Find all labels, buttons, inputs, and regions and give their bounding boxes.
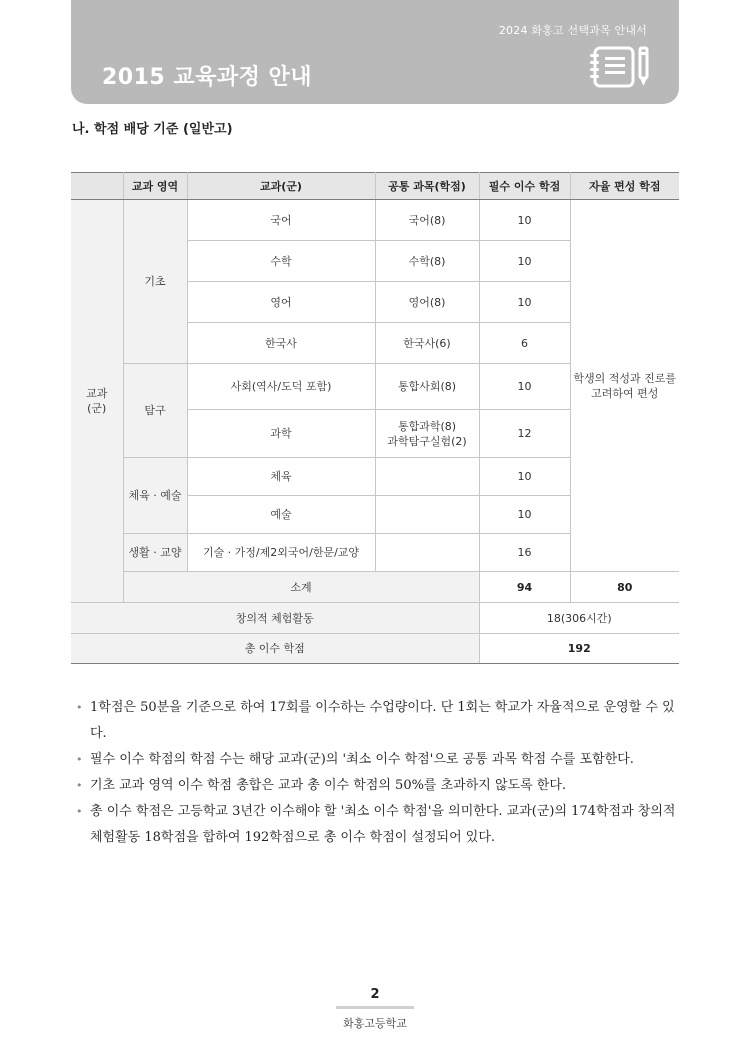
subtotal-required: 94 bbox=[479, 572, 570, 603]
header-blank bbox=[71, 173, 123, 200]
subtotal-row bbox=[71, 572, 679, 603]
bullet-icon: • bbox=[76, 753, 83, 766]
subject-cell: 예술 bbox=[187, 496, 375, 534]
note-item: • 총 이수 학점은 고등학교 3년간 이수해야 할 '최소 이수 학점'을 의미한다. 교과(군)의 174학점과 창의적 체험활동 18학점을 합하여 192학점으로 총 이수 학점이 설정되어 있다. bbox=[76, 799, 682, 851]
area-inquiry: 탐구 bbox=[123, 364, 187, 458]
header-subject-group: 교과(군) bbox=[187, 173, 375, 200]
subject-cell: 기술 · 가정/제2외국어/한문/교양 bbox=[187, 534, 375, 572]
header-area: 교과 영역 bbox=[123, 173, 187, 200]
subject-cell: 과학 bbox=[187, 410, 375, 458]
document-label: 2024 화홍고 선택과목 안내서 bbox=[498, 24, 647, 37]
subtotal-autonomous: 80 bbox=[570, 572, 679, 603]
subject-cell: 체육 bbox=[187, 458, 375, 496]
area-life: 생활 · 교양 bbox=[123, 534, 187, 572]
common-course-cell bbox=[375, 496, 479, 534]
total-credits-label: 총 이수 학점 bbox=[71, 634, 479, 664]
header-required-credits: 필수 이수 학점 bbox=[479, 173, 570, 200]
common-course-cell: 국어(8) bbox=[375, 200, 479, 241]
subject-cell: 수학 bbox=[187, 241, 375, 282]
required-credits-cell: 6 bbox=[479, 323, 570, 364]
header-common-course: 공통 과목(학점) bbox=[375, 173, 479, 200]
required-credits-cell: 12 bbox=[479, 410, 570, 458]
note-item: • 필수 이수 학점의 학점 수는 해당 교과(군)의 '최소 이수 학점'으로 공통 과목 학점 수를 포함한다. bbox=[76, 747, 682, 773]
creative-activity-row bbox=[71, 603, 679, 634]
common-course-cell: 영어(8) bbox=[375, 282, 479, 323]
bullet-icon: • bbox=[76, 805, 83, 818]
required-credits-cell: 10 bbox=[479, 458, 570, 496]
required-credits-cell: 10 bbox=[479, 282, 570, 323]
note-item: • 1학점은 50분을 기준으로 하여 17회를 이수하는 수업량이다. 단 1회는 학교가 자율적으로 운영할 수 있다. bbox=[76, 695, 682, 747]
footer-divider bbox=[336, 1006, 414, 1009]
common-course-cell bbox=[375, 534, 479, 572]
required-credits-cell: 10 bbox=[479, 496, 570, 534]
common-course-cell: 통합과학(8) 과학탐구실험(2) bbox=[375, 410, 479, 458]
autonomous-note-cell: 학생의 적성과 진로를 고려하여 편성 bbox=[570, 200, 679, 572]
table-header-row bbox=[71, 173, 679, 200]
common-course-cell: 수학(8) bbox=[375, 241, 479, 282]
section-title: 나. 학점 배당 기준 (일반고) bbox=[72, 122, 233, 137]
common-course-cell bbox=[375, 458, 479, 496]
group-label-cell: 교과 (군) bbox=[71, 200, 123, 603]
creative-activity-value: 18(306시간) bbox=[479, 603, 679, 634]
subject-cell: 영어 bbox=[187, 282, 375, 323]
page-header bbox=[71, 0, 679, 104]
total-credits-value: 192 bbox=[479, 634, 679, 664]
subject-cell: 한국사 bbox=[187, 323, 375, 364]
notebook-pen-icon bbox=[587, 44, 651, 88]
bullet-icon: • bbox=[76, 701, 83, 714]
area-basic: 기초 bbox=[123, 200, 187, 364]
note-item: • 기초 교과 영역 이수 학점 총합은 교과 총 이수 학점의 50%를 초과하지 않도록 한다. bbox=[76, 773, 682, 799]
subject-cell: 국어 bbox=[187, 200, 375, 241]
bullet-icon: • bbox=[76, 779, 83, 792]
total-credits-row bbox=[71, 634, 679, 664]
common-course-cell: 한국사(6) bbox=[375, 323, 479, 364]
required-credits-cell: 10 bbox=[479, 364, 570, 410]
header-autonomous-credits: 자율 편성 학점 bbox=[570, 173, 679, 200]
school-name: 화홍고등학교 bbox=[343, 1017, 407, 1030]
area-pe-arts: 체육 · 예술 bbox=[123, 458, 187, 534]
subtotal-label: 소계 bbox=[123, 572, 479, 603]
page-title: 2015 교육과정 안내 bbox=[102, 65, 313, 90]
table-row bbox=[71, 200, 679, 241]
page-number: 2 bbox=[370, 987, 380, 1002]
creative-activity-label: 창의적 체험활동 bbox=[71, 603, 479, 634]
required-credits-cell: 10 bbox=[479, 241, 570, 282]
required-credits-cell: 16 bbox=[479, 534, 570, 572]
required-credits-cell: 10 bbox=[479, 200, 570, 241]
notes-list bbox=[76, 695, 682, 851]
subject-cell: 사회(역사/도덕 포함) bbox=[187, 364, 375, 410]
credit-allocation-table bbox=[71, 172, 679, 664]
common-course-cell: 통합사회(8) bbox=[375, 364, 479, 410]
